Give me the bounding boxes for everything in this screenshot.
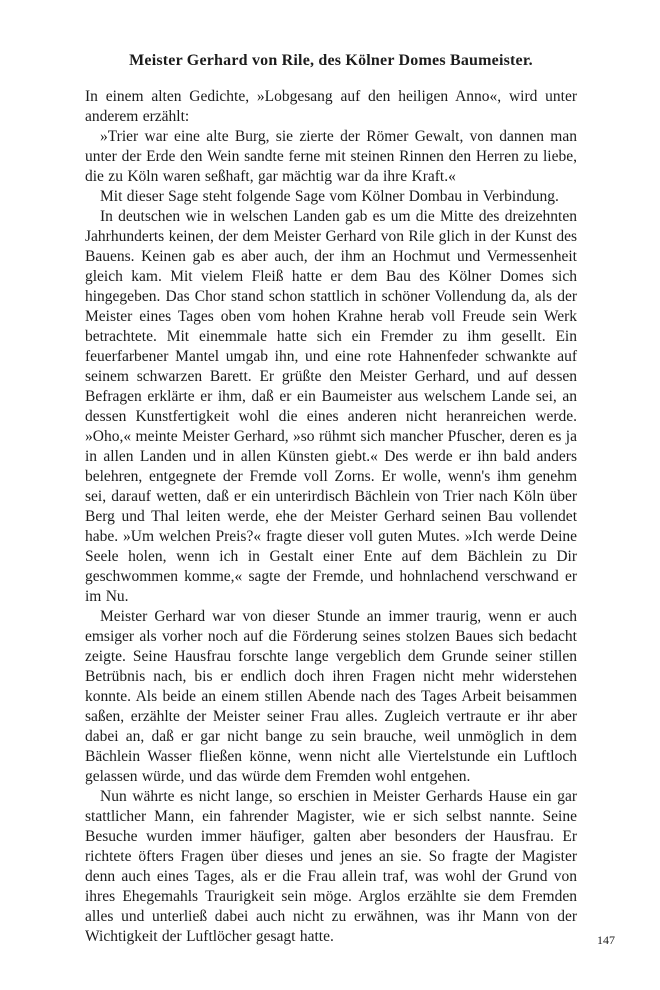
paragraph: Mit dieser Sage steht folgende Sage vom Kölner Dombau in Verbindung. — [100, 188, 559, 205]
paragraph: Nun währte es nicht lange, so erschien in Meister Gerhards Hause ein gar stattlicher Mann, ein fahrender Magister, wie er sich selbst nannte. Seine Besuche wurden immer häufiger, galten aber besonders der Hausfrau. Er richtete öfters Fragen über dieses und jenes an sie. So fragte der Magister denn auch eines Tages, als er die Frau allein traf, was wohl der Grund von ihres Ehegemahls Traurigkeit sein möge. Arglos erzählte sie dem Fremden alles und unterließ dabei auch nicht zu erwähnen, was ihr Mann von der Wichtigkeit der Luftlöcher gesagt hatte. — [85, 788, 577, 945]
paragraph: In deutschen wie in welschen Landen gab es um die Mitte des dreizehnten Jahrhunderts keinen, der dem Meister Gerhard von Rile glich in der Kunst des Bauens. Keinen gab es aber auch, der ihm an Hochmut und Vermessenheit gleich kam. Mit vielem Fleiß hatte er dem Bau des Kölner Domes sich hingegeben. Das Chor stand schon stattlich in schöner Vollendung da, als der Meister eines Tages oben vom hohen Krahne herab voll Freude sein Werk betrachtete. Mit einemmale hatte sich ein Fremder zu ihm gesellt. Ein feuerfarbener Mantel umgab ihn, und eine rote Hahnenfeder schwankte auf seinem schwarzen Barett. Er grüßte den Meister Gerhard, und auf dessen Befragen erklärte er ihm, daß er ein Baumeister aus welschem Lande sei, an dessen Kunstfertigkeit wohl die eines anderen nicht heranreichen werde. »Oho,« meinte Meister Gerhard, »so rühmt sich mancher Pfuscher, deren es ja in allen Landen und in allen Künsten giebt.« Des werde er ihn bald anders belehren, entgegnete der Fremde voll Zorns. Er wolle, wenn's ihm genehm sei, darauf wetten, daß er ein unterirdisch Bächlein von Trier nach Köln über Berg und Thal leiten werde, ehe der Meister Gerhard seinen Bau vollendet habe. »Um welchen Preis?« fragte dieser voll guten Mutes. »Ich werde Deine Seele holen, wenn ich in Gestalt einer Ente auf dem Bächlein zu Dir geschwommen komme,« sagte der Fremde, und hohnlachend verschwand er im Nu. — [85, 208, 577, 605]
paragraph: »Trier war eine alte Burg, sie zierte der Römer Gewalt, von dannen man unter der Erde den Wein sandte ferne mit steinen Rinnen den Herren zu liebe, die zu Köln waren seßhaft, gar mächtig war da ihre Kraft.« — [85, 128, 577, 185]
body-text — [85, 87, 577, 947]
paragraph: In einem alten Gedichte, »Lobgesang auf den heiligen Anno«, wird unter anderem erzählt: — [85, 88, 577, 125]
page-number: 147 — [597, 933, 615, 947]
page-title: Meister Gerhard von Rile, des Kölner Domes Baumeister. — [129, 52, 533, 69]
text-column — [85, 52, 577, 947]
paragraph: Meister Gerhard war von dieser Stunde an immer traurig, wenn er auch emsiger als vorher noch auf die Förderung seines stolzen Baues sich bedacht zeigte. Seine Hausfrau forschte lange vergeblich dem Grunde seiner stillen Betrübnis nach, bis er endlich doch ihren Fragen nicht mehr widerstehen konnte. Als beide an einem stillen Abende nach des Tages Arbeit beisammen saßen, erzählte der Meister seiner Frau alles. Zugleich vertraute er ihr aber dabei an, daß er gar nicht bange zu sein brauche, weil unmöglich in dem Bächlein Wasser fließen könne, wenn nicht alle Viertelstunde ein Luftloch gelassen würde, und das würde dem Fremden wohl entgehen. — [85, 608, 577, 785]
